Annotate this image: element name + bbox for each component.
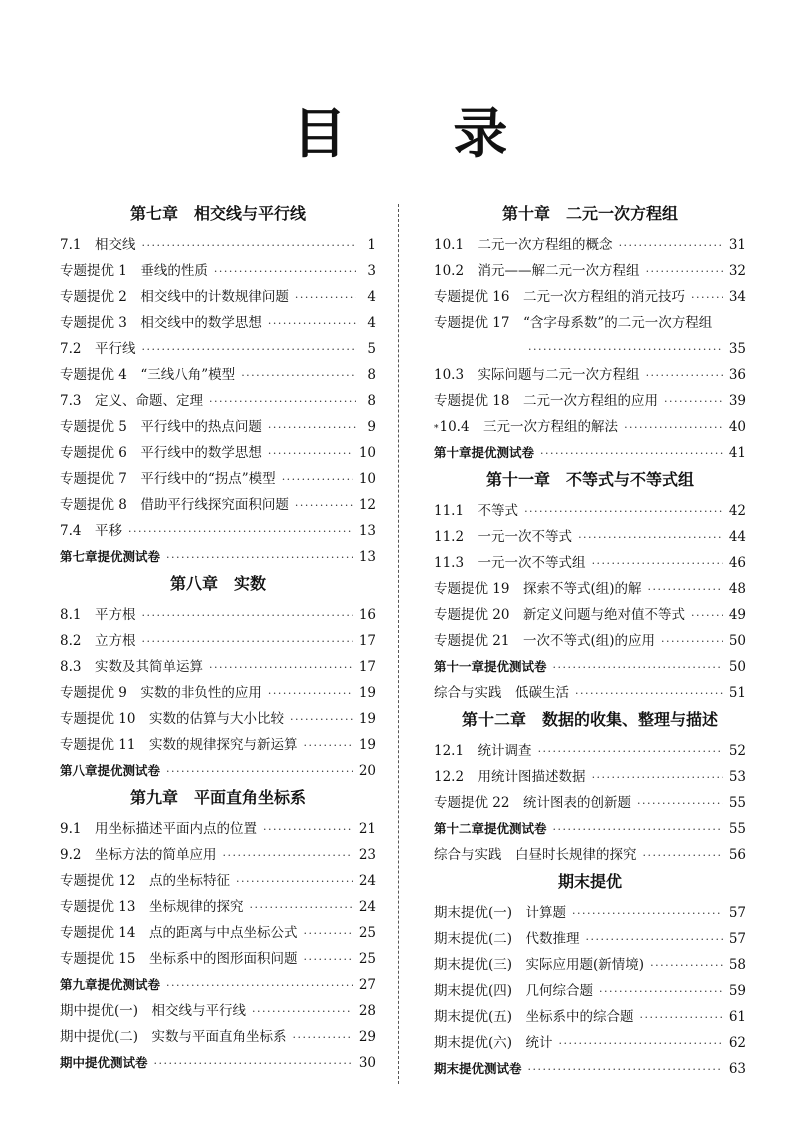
entry-label: 专题提优 4 “三线八角”模型 — [60, 367, 236, 383]
entry-page-number: 52 — [728, 743, 746, 759]
entry-label: 12.2 用统计图描述数据 — [434, 769, 586, 785]
entry-label: 专题提优 13 坐标规律的探究 — [60, 899, 244, 915]
entry-label: 专题提优 21 一次不等式(组)的应用 — [434, 633, 656, 649]
entry-label: 7.3 定义、命题、定理 — [60, 393, 203, 409]
dot-leader — [268, 441, 353, 467]
dot-leader — [303, 733, 352, 759]
entry-label: 专题提优 22 统计图表的创新题 — [434, 795, 631, 811]
entry-label: 12.1 统计调查 — [434, 743, 532, 759]
entry-label: 第十章提优测试卷 — [434, 445, 535, 460]
entry-label: 第十一章提优测试卷 — [434, 659, 547, 674]
entry-page-number: 4 — [367, 289, 376, 305]
toc-entry[interactable] — [434, 258, 746, 284]
entry-page-number: 13 — [358, 523, 376, 539]
toc-entry[interactable] — [60, 440, 376, 466]
toc-entry[interactable] — [434, 524, 746, 550]
entry-label: 专题提优 14 点的距离与中点坐标公式 — [60, 925, 298, 941]
entry-page-number: 46 — [728, 555, 746, 571]
toc-entry[interactable] — [60, 518, 376, 544]
entry-label: 10.1 二元一次方程组的概念 — [434, 237, 613, 253]
entry-page-number: 42 — [728, 503, 746, 519]
toc-entry[interactable] — [434, 1004, 746, 1030]
dot-leader — [236, 869, 353, 895]
entry-label: 第十二章提优测试卷 — [434, 821, 547, 836]
dot-leader — [643, 843, 723, 869]
entry-label: 专题提优 19 探索不等式(组)的解 — [434, 581, 642, 597]
page-title: 目 录 — [292, 102, 552, 165]
toc-entry[interactable] — [434, 900, 746, 926]
entry-page-number: 19 — [358, 711, 376, 727]
toc-entry[interactable] — [60, 920, 376, 946]
toc-entry[interactable] — [60, 1024, 376, 1050]
toc-entry[interactable] — [434, 816, 746, 842]
dot-leader — [592, 765, 723, 791]
chapter-heading: 第七章 相交线与平行线 — [129, 204, 306, 223]
dot-leader — [141, 233, 356, 259]
entry-page-number: 57 — [728, 931, 746, 947]
toc-entry[interactable] — [60, 492, 376, 518]
dot-leader — [290, 707, 353, 733]
entry-label: 第九章提优测试卷 — [60, 977, 161, 992]
dot-leader — [303, 947, 352, 973]
dot-leader — [553, 817, 723, 843]
toc-entry[interactable] — [60, 680, 376, 706]
toc-entry[interactable] — [434, 602, 746, 628]
entry-label: 期中提优(二) 实数与平面直角坐标系 — [60, 1029, 287, 1045]
entry-page-number: 48 — [728, 581, 746, 597]
toc-entry[interactable] — [434, 738, 746, 764]
entry-label: 专题提优 1 垂线的性质 — [60, 263, 208, 279]
dot-leader — [141, 629, 352, 655]
toc-entry[interactable] — [60, 946, 376, 972]
dot-leader — [295, 493, 353, 519]
entry-page-number: 1 — [367, 237, 376, 253]
dot-leader — [524, 499, 723, 525]
entry-page-number: 59 — [728, 983, 746, 999]
dot-leader — [619, 233, 723, 259]
chapter-block — [434, 466, 746, 706]
chapter-block — [434, 868, 746, 1082]
dot-leader — [141, 337, 356, 363]
toc-entry[interactable] — [434, 336, 746, 362]
entry-label: 专题提优 7 平行线中的“拐点”模型 — [60, 471, 276, 487]
chapter-heading: 第十一章 不等式与不等式组 — [485, 470, 694, 489]
dot-leader — [268, 415, 356, 441]
dot-leader — [241, 363, 356, 389]
entry-page-number: 8 — [367, 393, 376, 409]
toc-entry[interactable] — [60, 388, 376, 414]
toc-entry[interactable] — [434, 842, 746, 868]
entry-page-number: 58 — [728, 957, 746, 973]
dot-leader — [650, 953, 723, 979]
dot-leader — [648, 577, 723, 603]
toc-entry[interactable] — [434, 232, 746, 258]
entry-page-number: 20 — [358, 763, 376, 779]
entry-page-number: 8 — [367, 367, 376, 383]
entry-page-number: 3 — [367, 263, 376, 279]
dot-leader — [128, 519, 353, 545]
entry-page-number: 30 — [358, 1055, 376, 1071]
toc-entry[interactable] — [434, 388, 746, 414]
entry-page-number: 17 — [358, 633, 376, 649]
entry-label: 专题提优 8 借助平行线探究面积问题 — [60, 497, 289, 513]
toc-entry[interactable] — [60, 628, 376, 654]
entry-label: 10.2 消元——解二元一次方程组 — [434, 263, 640, 279]
toc-entry[interactable] — [60, 816, 376, 842]
toc-entry[interactable] — [434, 952, 746, 978]
chapter-block — [60, 570, 376, 784]
entry-page-number: 55 — [728, 821, 746, 837]
toc-entry[interactable] — [60, 894, 376, 920]
entry-label: 期中提优(一) 相交线与平行线 — [60, 1003, 247, 1019]
entry-page-number: 51 — [728, 685, 746, 701]
toc-entry[interactable] — [60, 842, 376, 868]
entry-page-number: 62 — [728, 1035, 746, 1051]
dot-leader — [646, 259, 723, 285]
toc-entry[interactable] — [434, 498, 746, 524]
entry-page-number: 49 — [728, 607, 746, 623]
entry-page-number: 10 — [358, 445, 376, 461]
entry-label: 专题提优 18 二元一次方程组的应用 — [434, 393, 658, 409]
entry-page-number: 9 — [367, 419, 376, 435]
entry-label: 7.1 相交线 — [60, 237, 136, 253]
toc-entry[interactable] — [60, 758, 376, 784]
dot-leader — [249, 895, 352, 921]
chapter-block — [434, 706, 746, 868]
entry-label: 10.4 三元一次方程组的解法 — [439, 419, 619, 435]
chapter-heading: 第九章 平面直角坐标系 — [129, 788, 306, 807]
dot-leader — [282, 467, 353, 493]
entry-page-number: 53 — [728, 769, 746, 785]
entry-label: 专题提优 20 新定义问题与绝对值不等式 — [434, 607, 685, 623]
entry-page-number: 10 — [358, 471, 376, 487]
entry-label: 第七章提优测试卷 — [60, 549, 161, 564]
entry-page-number: 63 — [728, 1061, 746, 1077]
dot-leader — [141, 603, 352, 629]
dot-leader — [624, 415, 723, 441]
entry-page-number: 39 — [728, 393, 746, 409]
entry-label: 期末提优(五) 坐标系中的综合题 — [434, 1009, 634, 1025]
entry-label: 期末提优(三) 实际应用题(新情境) — [434, 957, 645, 973]
toc-entry[interactable] — [434, 790, 746, 816]
entry-label: 期末提优(一) 计算题 — [434, 905, 567, 921]
dot-leader — [540, 441, 723, 467]
toc-entry[interactable] — [434, 550, 746, 576]
toc-entry[interactable] — [60, 998, 376, 1024]
dot-leader — [586, 927, 723, 953]
entry-label: 9.1 用坐标描述平面内点的位置 — [60, 821, 257, 837]
toc-entry[interactable] — [434, 978, 746, 1004]
entry-page-number: 57 — [728, 905, 746, 921]
entry-page-number: 28 — [358, 1003, 376, 1019]
toc-entry[interactable] — [60, 414, 376, 440]
toc-entry[interactable] — [434, 764, 746, 790]
optional-mark: * — [434, 424, 439, 434]
entry-label: 10.3 实际问题与二元一次方程组 — [434, 367, 640, 383]
toc-entry[interactable] — [60, 336, 376, 362]
entry-page-number: 50 — [728, 633, 746, 649]
dot-leader — [252, 999, 353, 1025]
entry-page-number: 16 — [358, 607, 376, 623]
entry-page-number: 31 — [728, 237, 746, 253]
toc-entry[interactable] — [434, 680, 746, 706]
dot-leader — [637, 791, 723, 817]
left-column — [60, 200, 376, 1076]
toc-entry[interactable] — [434, 362, 746, 388]
dot-leader — [553, 655, 723, 681]
dot-leader — [538, 739, 723, 765]
entry-label: 期中提优测试卷 — [60, 1055, 148, 1070]
dot-leader — [303, 921, 352, 947]
entry-page-number: 55 — [728, 795, 746, 811]
entry-label: 7.2 平行线 — [60, 341, 136, 357]
dot-leader — [646, 363, 723, 389]
entry-label: 专题提优 10 实数的估算与大小比较 — [60, 711, 284, 727]
dot-leader — [263, 817, 353, 843]
chapter-block — [60, 200, 376, 570]
entry-label: 7.4 平移 — [60, 523, 122, 539]
entry-page-number: 23 — [358, 847, 376, 863]
toc-entry[interactable] — [60, 258, 376, 284]
chapter-heading: 第十章 二元一次方程组 — [501, 204, 678, 223]
dot-leader — [575, 681, 723, 707]
entry-label: 期末提优(二) 代数推理 — [434, 931, 580, 947]
dot-leader — [214, 259, 356, 285]
toc-entry[interactable] — [60, 972, 376, 998]
toc-entry[interactable] — [60, 602, 376, 628]
dot-leader — [268, 681, 353, 707]
toc-entry[interactable] — [434, 1056, 746, 1082]
chapter-heading: 期末提优 — [557, 872, 622, 891]
dot-leader — [578, 525, 723, 551]
entry-page-number: 24 — [358, 873, 376, 889]
entry-label: 专题提优 2 相交线中的计数规律问题 — [60, 289, 289, 305]
toc-entry[interactable] — [60, 706, 376, 732]
entry-page-number: 35 — [728, 341, 746, 357]
entry-label: 专题提优 17 “含字母系数”的二元一次方程组 — [434, 315, 713, 331]
entry-page-number: 5 — [367, 341, 376, 357]
entry-label: 期末提优测试卷 — [434, 1061, 522, 1076]
entry-page-number: 44 — [728, 529, 746, 545]
dot-leader — [166, 545, 353, 571]
entry-page-number: 13 — [358, 549, 376, 565]
toc-entry[interactable] — [60, 654, 376, 680]
dot-leader — [293, 1025, 353, 1051]
dot-leader — [661, 629, 723, 655]
entry-label: 综合与实践 低碳生活 — [434, 685, 569, 701]
chapter-heading: 第十二章 数据的收集、整理与描述 — [461, 710, 718, 729]
entry-label: 专题提优 11 实数的规律探究与新运算 — [60, 737, 298, 753]
entry-label: 专题提优 6 平行线中的数学思想 — [60, 445, 262, 461]
dot-leader — [640, 1005, 723, 1031]
toc-entry[interactable] — [434, 284, 746, 310]
entry-page-number: 24 — [358, 899, 376, 915]
entry-label: 专题提优 12 点的坐标特征 — [60, 873, 230, 889]
dot-leader — [559, 1031, 723, 1057]
dot-leader — [166, 759, 353, 785]
entry-label: 综合与实践 白昼时长规律的探究 — [434, 847, 637, 863]
toc-entry[interactable] — [60, 362, 376, 388]
entry-page-number: 4 — [367, 315, 376, 331]
entry-page-number: 19 — [358, 737, 376, 753]
entry-label: 11.3 一元一次不等式组 — [434, 555, 586, 571]
entry-page-number: 32 — [728, 263, 746, 279]
toc-entry[interactable] — [60, 544, 376, 570]
entry-label: 11.1 不等式 — [434, 503, 519, 519]
entry-label: 期末提优(六) 统计 — [434, 1035, 553, 1051]
entry-label: 8.3 实数及其简单运算 — [60, 659, 203, 675]
entry-page-number: 25 — [358, 925, 376, 941]
toc-entry[interactable] — [60, 310, 376, 336]
entry-page-number: 36 — [728, 367, 746, 383]
entry-page-number: 61 — [728, 1009, 746, 1025]
dot-leader — [528, 1057, 723, 1083]
toc-entry[interactable] — [434, 440, 746, 466]
dot-leader — [691, 285, 723, 311]
entry-label: 专题提优 16 二元一次方程组的消元技巧 — [434, 289, 685, 305]
dot-leader — [295, 285, 356, 311]
entry-page-number: 56 — [728, 847, 746, 863]
dot-leader — [528, 337, 723, 363]
entry-page-number: 27 — [358, 977, 376, 993]
entry-label: 8.2 立方根 — [60, 633, 136, 649]
dot-leader — [209, 655, 353, 681]
dot-leader — [599, 979, 723, 1005]
dot-leader — [268, 311, 356, 337]
entry-page-number: 12 — [358, 497, 376, 513]
entry-label: 期末提优(四) 几何综合题 — [434, 983, 594, 999]
toc-entry[interactable] — [60, 466, 376, 492]
entry-page-number: 19 — [358, 685, 376, 701]
toc-entry[interactable] — [434, 628, 746, 654]
entry-label: 专题提优 15 坐标系中的图形面积问题 — [60, 951, 298, 967]
entry-label: 第八章提优测试卷 — [60, 763, 161, 778]
dot-leader — [209, 389, 356, 415]
dot-leader — [664, 389, 723, 415]
dot-leader — [592, 551, 723, 577]
toc-entry[interactable] — [434, 310, 746, 336]
toc-entry[interactable] — [60, 732, 376, 758]
right-column — [434, 200, 746, 1082]
chapter-heading: 第八章 实数 — [169, 574, 266, 593]
entry-page-number: 41 — [728, 445, 746, 461]
toc-entry[interactable] — [434, 576, 746, 602]
chapter-block — [434, 200, 746, 466]
entry-page-number: 21 — [358, 821, 376, 837]
toc-entry[interactable] — [60, 1050, 376, 1076]
chapter-block — [60, 784, 376, 1076]
entry-label: 专题提优 5 平行线中的热点问题 — [60, 419, 262, 435]
dot-leader — [222, 843, 352, 869]
dot-leader — [154, 1051, 353, 1077]
toc-entry[interactable] — [434, 1030, 746, 1056]
entry-page-number: 34 — [728, 289, 746, 305]
entry-page-number: 50 — [728, 659, 746, 675]
entry-label: 专题提优 3 相交线中的数学思想 — [60, 315, 262, 331]
column-divider — [398, 204, 399, 1084]
toc-entry[interactable] — [60, 232, 376, 258]
entry-page-number: 29 — [358, 1029, 376, 1045]
entry-label: 8.1 平方根 — [60, 607, 136, 623]
dot-leader — [572, 901, 723, 927]
entry-label: 9.2 坐标方法的简单应用 — [60, 847, 217, 863]
dot-leader — [691, 603, 723, 629]
toc-entry[interactable] — [434, 926, 746, 952]
toc-entry[interactable] — [434, 654, 746, 680]
toc-entry[interactable] — [434, 414, 746, 440]
dot-leader — [166, 973, 353, 999]
entry-page-number: 40 — [728, 419, 746, 435]
toc-entry[interactable] — [60, 284, 376, 310]
entry-page-number: 25 — [358, 951, 376, 967]
entry-label: 11.2 一元一次不等式 — [434, 529, 573, 545]
entry-label: 专题提优 9 实数的非负性的应用 — [60, 685, 262, 701]
entry-page-number: 17 — [358, 659, 376, 675]
toc-entry[interactable] — [60, 868, 376, 894]
